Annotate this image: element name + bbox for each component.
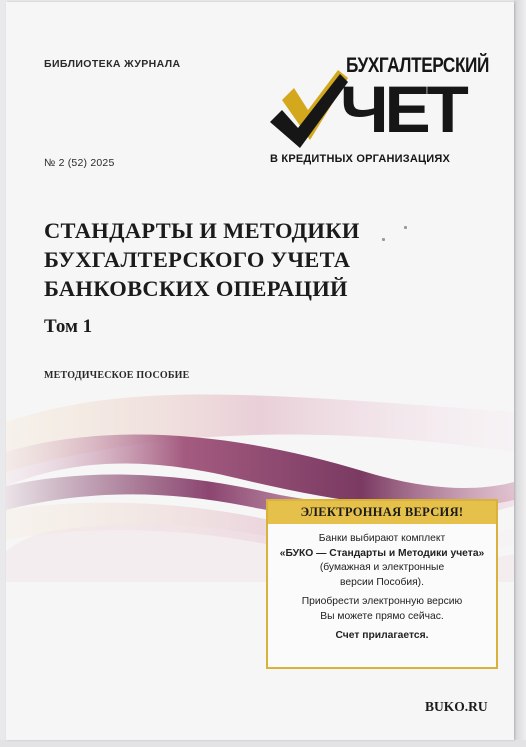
title-line-3: БАНКОВСКИХ ОПЕРАЦИЙ xyxy=(44,276,348,301)
journal-logo xyxy=(268,54,498,172)
issue-number: № 2 (52) 2025 xyxy=(44,157,115,169)
promo-heading: ЭЛЕКТРОННАЯ ВЕРСИЯ! xyxy=(268,501,496,524)
library-label: БИБЛИОТЕКА ЖУРНАЛА xyxy=(44,58,181,70)
promo-line: версии Пособия). xyxy=(340,576,424,588)
promo-line-invoice: Счет прилагается. xyxy=(335,630,429,641)
promo-line: Приобрести электронную версию xyxy=(301,596,463,607)
speck xyxy=(382,238,385,241)
book-cover xyxy=(6,2,514,740)
promo-line: (бумажная и электронные xyxy=(319,562,445,573)
logo-word-top: БУХГАЛТЕРСКИЙ xyxy=(346,54,489,77)
book-subtitle: МЕТОДИЧЕСКОЕ ПОСОБИЕ xyxy=(44,370,190,381)
logo-word-big: ЧЕТ xyxy=(340,72,465,146)
speck xyxy=(404,226,407,229)
logo-check-mark-icon xyxy=(268,66,348,148)
book-title xyxy=(44,216,360,303)
volume-label: Том 1 xyxy=(44,316,93,337)
promo-line-product: «БУКО — Стандарты и Методики учета» xyxy=(279,547,485,559)
logo-subtitle: В КРЕДИТНЫХ ОРГАНИЗАЦИЯХ xyxy=(270,153,451,165)
page-edge-bottom xyxy=(0,740,526,747)
website-link[interactable]: BUKO.RU xyxy=(425,699,488,714)
title-line-2: БУХГАЛТЕРСКОГО УЧЕТА xyxy=(44,247,351,272)
promo-body xyxy=(268,532,496,644)
promo-line: Вы можете прямо сейчас. xyxy=(320,610,444,622)
electronic-version-promo xyxy=(266,499,498,669)
page-edge-right xyxy=(514,0,526,747)
promo-line: Банки выбирают комплект xyxy=(318,533,446,544)
title-line-1: СТАНДАРТЫ И МЕТОДИКИ xyxy=(44,218,360,243)
